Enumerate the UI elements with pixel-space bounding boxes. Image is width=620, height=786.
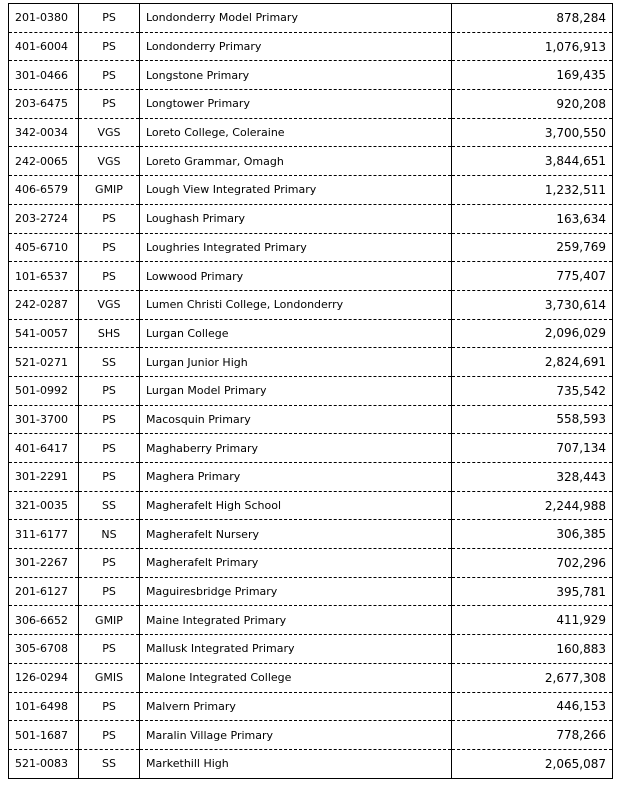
budget-amount-cell: 778,266 <box>452 721 613 750</box>
school-reference-cell: 342-0034 <box>9 118 79 147</box>
school-type-cell: GMIS <box>79 663 140 692</box>
school-reference-cell: 126-0294 <box>9 663 79 692</box>
budget-amount-cell: 2,824,691 <box>452 348 613 377</box>
school-type-cell: PS <box>79 376 140 405</box>
budget-amount-cell: 259,769 <box>452 233 613 262</box>
school-name-cell: Macosquin Primary <box>140 405 452 434</box>
school-name-cell: Maghera Primary <box>140 463 452 492</box>
table-row <box>9 692 613 721</box>
school-type-cell: GMIP <box>79 606 140 635</box>
table-row <box>9 290 613 319</box>
table-row <box>9 749 613 778</box>
school-name-cell: Longtower Primary <box>140 90 452 119</box>
school-type-cell: PS <box>79 4 140 33</box>
school-type-cell: PS <box>79 32 140 61</box>
school-name-cell: Malone Integrated College <box>140 663 452 692</box>
table-row <box>9 606 613 635</box>
school-reference-cell: 311-6177 <box>9 520 79 549</box>
school-name-cell: Lowwood Primary <box>140 262 452 291</box>
table-row <box>9 319 613 348</box>
school-name-cell: Loreto Grammar, Omagh <box>140 147 452 176</box>
school-name-cell: Lough View Integrated Primary <box>140 176 452 205</box>
table-row <box>9 376 613 405</box>
budget-amount-cell: 775,407 <box>452 262 613 291</box>
school-type-cell: SS <box>79 348 140 377</box>
school-reference-cell: 305-6708 <box>9 635 79 664</box>
budget-amount-cell: 306,385 <box>452 520 613 549</box>
budget-amount-cell: 920,208 <box>452 90 613 119</box>
school-type-cell: SS <box>79 749 140 778</box>
table-row <box>9 635 613 664</box>
budget-amount-cell: 163,634 <box>452 204 613 233</box>
budget-amount-cell: 2,065,087 <box>452 749 613 778</box>
school-type-cell: PS <box>79 635 140 664</box>
school-reference-cell: 301-3700 <box>9 405 79 434</box>
school-reference-cell: 405-6710 <box>9 233 79 262</box>
school-name-cell: Londonderry Primary <box>140 32 452 61</box>
school-type-cell: PS <box>79 262 140 291</box>
budget-amount-cell: 3,730,614 <box>452 290 613 319</box>
school-type-cell: VGS <box>79 147 140 176</box>
school-reference-cell: 501-0992 <box>9 376 79 405</box>
school-type-cell: PS <box>79 577 140 606</box>
table-row <box>9 577 613 606</box>
table-row <box>9 520 613 549</box>
school-reference-cell: 301-2291 <box>9 463 79 492</box>
school-budget-table <box>8 3 613 779</box>
table-row <box>9 61 613 90</box>
table-row <box>9 434 613 463</box>
school-reference-cell: 501-1687 <box>9 721 79 750</box>
table-body <box>9 4 613 779</box>
school-reference-cell: 201-6127 <box>9 577 79 606</box>
table-row <box>9 176 613 205</box>
budget-amount-cell: 878,284 <box>452 4 613 33</box>
school-type-cell: PS <box>79 721 140 750</box>
school-name-cell: Mallusk Integrated Primary <box>140 635 452 664</box>
school-type-cell: PS <box>79 204 140 233</box>
budget-amount-cell: 2,096,029 <box>452 319 613 348</box>
school-reference-cell: 521-0083 <box>9 749 79 778</box>
school-type-cell: SHS <box>79 319 140 348</box>
school-reference-cell: 242-0287 <box>9 290 79 319</box>
school-type-cell: PS <box>79 233 140 262</box>
table-row <box>9 233 613 262</box>
table-row <box>9 491 613 520</box>
table-row <box>9 348 613 377</box>
school-type-cell: NS <box>79 520 140 549</box>
table-row <box>9 721 613 750</box>
school-type-cell: SS <box>79 491 140 520</box>
school-reference-cell: 406-6579 <box>9 176 79 205</box>
school-reference-cell: 101-6537 <box>9 262 79 291</box>
table-row <box>9 32 613 61</box>
school-name-cell: Lurgan Model Primary <box>140 376 452 405</box>
school-name-cell: Longstone Primary <box>140 61 452 90</box>
budget-amount-cell: 2,677,308 <box>452 663 613 692</box>
table-row <box>9 663 613 692</box>
table-row <box>9 262 613 291</box>
table-row <box>9 90 613 119</box>
school-name-cell: Magherafelt Primary <box>140 549 452 578</box>
school-name-cell: Maguiresbridge Primary <box>140 577 452 606</box>
school-reference-cell: 321-0035 <box>9 491 79 520</box>
budget-amount-cell: 395,781 <box>452 577 613 606</box>
budget-amount-cell: 3,844,651 <box>452 147 613 176</box>
school-reference-cell: 306-6652 <box>9 606 79 635</box>
school-reference-cell: 301-0466 <box>9 61 79 90</box>
school-reference-cell: 401-6417 <box>9 434 79 463</box>
school-name-cell: Maine Integrated Primary <box>140 606 452 635</box>
school-name-cell: Lumen Christi College, Londonderry <box>140 290 452 319</box>
school-name-cell: Malvern Primary <box>140 692 452 721</box>
school-type-cell: PS <box>79 692 140 721</box>
school-reference-cell: 203-6475 <box>9 90 79 119</box>
school-reference-cell: 242-0065 <box>9 147 79 176</box>
school-reference-cell: 101-6498 <box>9 692 79 721</box>
school-name-cell: Lurgan Junior High <box>140 348 452 377</box>
budget-amount-cell: 446,153 <box>452 692 613 721</box>
school-name-cell: Loughries Integrated Primary <box>140 233 452 262</box>
school-type-cell: PS <box>79 61 140 90</box>
budget-amount-cell: 411,929 <box>452 606 613 635</box>
school-type-cell: PS <box>79 463 140 492</box>
school-name-cell: Maghaberry Primary <box>140 434 452 463</box>
school-reference-cell: 521-0271 <box>9 348 79 377</box>
budget-amount-cell: 702,296 <box>452 549 613 578</box>
school-name-cell: Markethill High <box>140 749 452 778</box>
school-reference-cell: 541-0057 <box>9 319 79 348</box>
school-type-cell: PS <box>79 405 140 434</box>
school-reference-cell: 401-6004 <box>9 32 79 61</box>
table-row <box>9 463 613 492</box>
school-type-cell: PS <box>79 434 140 463</box>
school-reference-cell: 301-2267 <box>9 549 79 578</box>
school-name-cell: Loughash Primary <box>140 204 452 233</box>
table-row <box>9 549 613 578</box>
school-name-cell: Loreto College, Coleraine <box>140 118 452 147</box>
budget-amount-cell: 169,435 <box>452 61 613 90</box>
budget-amount-cell: 707,134 <box>452 434 613 463</box>
school-type-cell: GMIP <box>79 176 140 205</box>
budget-amount-cell: 328,443 <box>452 463 613 492</box>
budget-amount-cell: 735,542 <box>452 376 613 405</box>
school-type-cell: VGS <box>79 290 140 319</box>
school-name-cell: Magherafelt Nursery <box>140 520 452 549</box>
table-row <box>9 118 613 147</box>
school-reference-cell: 201-0380 <box>9 4 79 33</box>
table-row <box>9 147 613 176</box>
school-type-cell: PS <box>79 90 140 119</box>
table-row <box>9 4 613 33</box>
table-row <box>9 204 613 233</box>
school-name-cell: Londonderry Model Primary <box>140 4 452 33</box>
budget-amount-cell: 558,593 <box>452 405 613 434</box>
school-name-cell: Magherafelt High School <box>140 491 452 520</box>
budget-amount-cell: 3,700,550 <box>452 118 613 147</box>
school-type-cell: PS <box>79 549 140 578</box>
school-name-cell: Lurgan College <box>140 319 452 348</box>
budget-amount-cell: 2,244,988 <box>452 491 613 520</box>
budget-amount-cell: 1,232,511 <box>452 176 613 205</box>
budget-amount-cell: 1,076,913 <box>452 32 613 61</box>
school-name-cell: Maralin Village Primary <box>140 721 452 750</box>
table-row <box>9 405 613 434</box>
school-type-cell: VGS <box>79 118 140 147</box>
school-reference-cell: 203-2724 <box>9 204 79 233</box>
budget-amount-cell: 160,883 <box>452 635 613 664</box>
